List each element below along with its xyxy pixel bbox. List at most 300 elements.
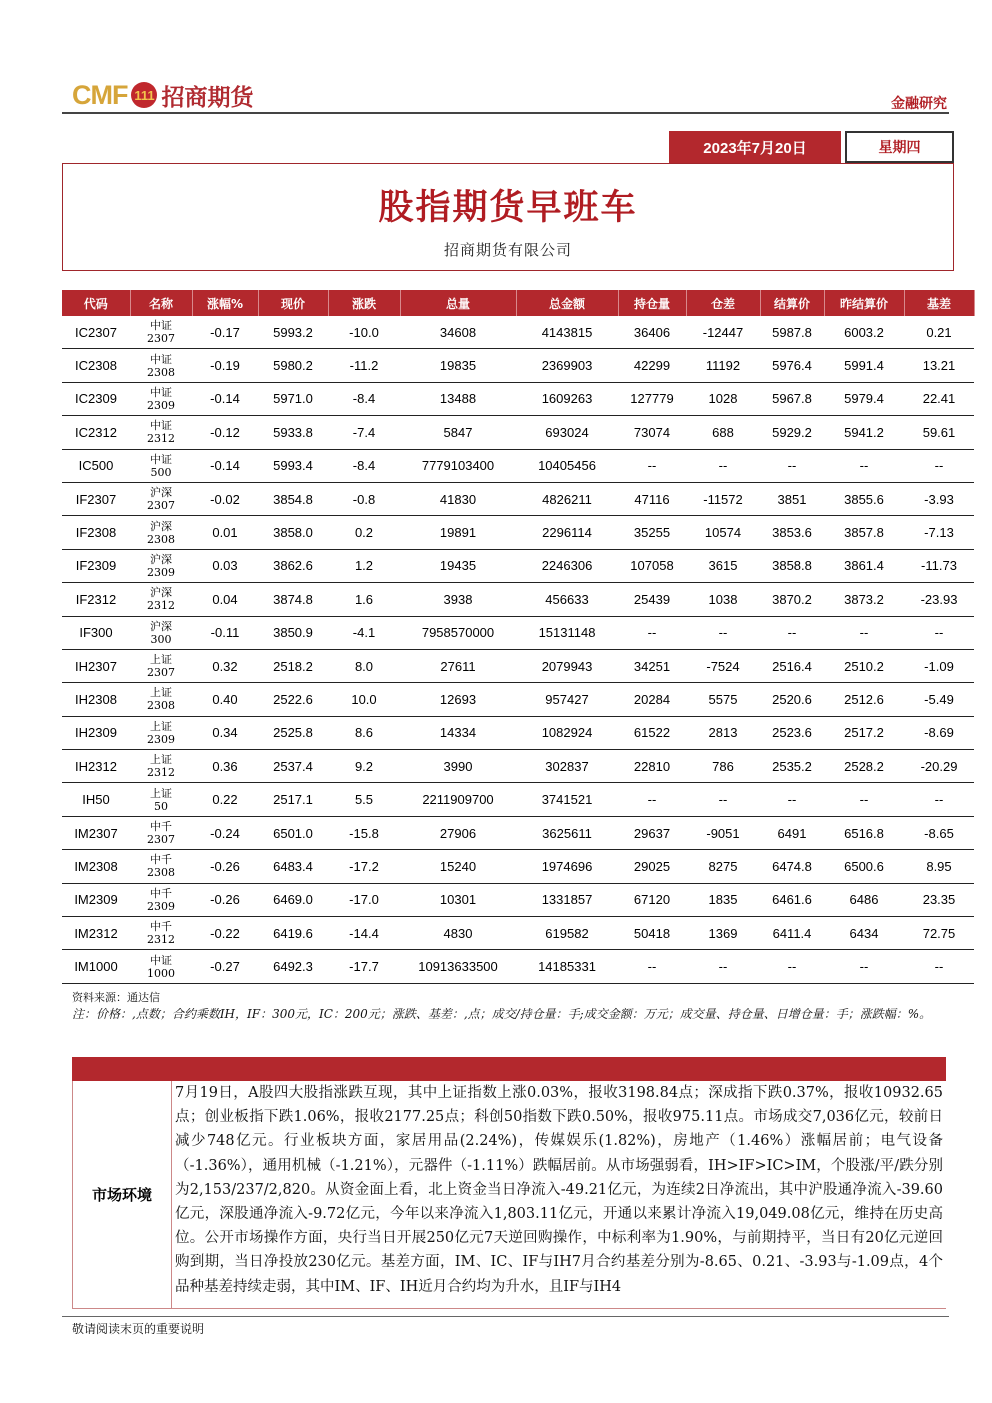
table-row <box>62 816 974 849</box>
cell-amt: 4826211 <box>516 482 618 515</box>
cell-price: 2522.6 <box>258 683 328 716</box>
table-row <box>62 917 974 950</box>
cell-code: IM2307 <box>62 816 130 849</box>
cell-amt: 1974696 <box>516 850 618 883</box>
cell-settle: 2516.4 <box>760 649 824 682</box>
cell-chg: -8.4 <box>328 382 400 415</box>
cell-settle: 2520.6 <box>760 683 824 716</box>
cell-prev-settle: 6516.8 <box>824 816 904 849</box>
cell-chg: -17.2 <box>328 850 400 883</box>
cell-code: IF2312 <box>62 583 130 616</box>
cell-basis: 59.61 <box>904 416 974 449</box>
logo-badge: 111 <box>131 82 157 108</box>
section-body: 7月19日，A股四大股指涨跌互现，其中上证指数上涨0.03%，报收3198.84点；深成指下跌0.37%，报收10932.65点；创业板指下跌1.06%，报收2177.25点；科创50指数下跌0.50%，报收975.11点。市场成交7,036亿元，较前日减少748亿元。行业板块方面，家居用品(2.24%)，传媒娱乐(1.82%)，房地产（1.46%）涨幅居前；电气设备（-1.36%），通用机械（-1.21%），元器件（-1.11%）跌幅居前。从市场强弱看，IH>IF>IC>IM，个股涨/平/跌分别为2,153/237/2,820。从资金面上看，北上资金当日净流入-49.21亿元，为连续2日净流出，其中沪股通净流入-39.60亿元，深股通净流入-9.72亿元，今年以来净流入1,803.11亿元，开通以来累计净流入19,049.08亿元，维持在历史高位。公开市场操作方面，央行当日开展250亿元7天逆回购操作，中标利率为1.90%，与前期持平，当日有20亿元逆回购到期，当日净投放230亿元。基差方面，IM、IC、IF与IH7月合约基差分别为-8.65、0.21、-3.93与-1.09点，4个品种基差持续走弱，其中IM、IF、IH近月合约均为升水，且IF与IH4 <box>175 1085 943 1295</box>
cell-amt: 456633 <box>516 583 618 616</box>
cell-name <box>130 716 192 749</box>
cell-name-contract: 2312 <box>147 599 175 613</box>
cell-amt: 3625611 <box>516 816 618 849</box>
cell-name-contract: 500 <box>150 465 172 479</box>
cell-oi-chg: 1038 <box>686 583 760 616</box>
cell-name-index: 沪深 <box>150 586 172 600</box>
cell-oi-chg: -- <box>686 950 760 983</box>
cell-amt: 4143815 <box>516 316 618 349</box>
cell-chg-pct: -0.02 <box>192 482 258 515</box>
cell-settle: 5976.4 <box>760 349 824 382</box>
table-row <box>62 449 974 482</box>
cell-chg-pct: 0.34 <box>192 716 258 749</box>
column-header: 基差 <box>904 290 974 316</box>
cell-prev-settle: 6486 <box>824 883 904 916</box>
cell-oi: 22810 <box>618 750 686 783</box>
cell-price: 5993.2 <box>258 316 328 349</box>
cell-settle: 5987.8 <box>760 316 824 349</box>
cell-chg: -17.0 <box>328 883 400 916</box>
cell-code: IC2307 <box>62 316 130 349</box>
cell-oi: -- <box>618 783 686 816</box>
cell-settle: 2535.2 <box>760 750 824 783</box>
cell-amt: 2296114 <box>516 516 618 549</box>
cell-name-index: 上证 <box>150 686 172 700</box>
cell-vol: 7779103400 <box>400 449 516 482</box>
column-header: 持仓量 <box>618 290 686 316</box>
cell-code: IF2308 <box>62 516 130 549</box>
cell-settle: 6474.8 <box>760 850 824 883</box>
cell-settle: -- <box>760 950 824 983</box>
cell-basis: 13.21 <box>904 349 974 382</box>
cell-vol: 41830 <box>400 482 516 515</box>
column-header: 昨结算价 <box>824 290 904 316</box>
cell-basis: -- <box>904 616 974 649</box>
cell-settle: -- <box>760 616 824 649</box>
cell-vol: 13488 <box>400 382 516 415</box>
cell-oi-chg: 2813 <box>686 716 760 749</box>
cell-chg-pct: -0.24 <box>192 816 258 849</box>
cell-name-contract: 2307 <box>147 833 175 847</box>
cell-basis: -- <box>904 950 974 983</box>
cell-settle: 6491 <box>760 816 824 849</box>
cell-price: 2525.8 <box>258 716 328 749</box>
cell-basis: 0.21 <box>904 316 974 349</box>
cell-oi-chg: -12447 <box>686 316 760 349</box>
cell-price: 6419.6 <box>258 917 328 950</box>
cell-price: 6492.3 <box>258 950 328 983</box>
cell-oi-chg: 8275 <box>686 850 760 883</box>
cell-amt: 1331857 <box>516 883 618 916</box>
cell-prev-settle: 6003.2 <box>824 316 904 349</box>
cell-code: IH2308 <box>62 683 130 716</box>
table-row <box>62 516 974 549</box>
logo-text-cn: 招商期货 <box>161 84 254 111</box>
cell-amt: 14185331 <box>516 950 618 983</box>
footer-disclaimer: 敬请阅读末页的重要说明 <box>72 1322 205 1336</box>
cell-name <box>130 816 192 849</box>
cell-name <box>130 616 192 649</box>
cell-oi-chg: -- <box>686 616 760 649</box>
column-header: 涨幅% <box>192 290 258 316</box>
cell-chg: -7.4 <box>328 416 400 449</box>
cell-oi-chg: -11572 <box>686 482 760 515</box>
cell-oi: 127779 <box>618 382 686 415</box>
cell-price: 5980.2 <box>258 349 328 382</box>
table-row <box>62 883 974 916</box>
cell-oi-chg: 1369 <box>686 917 760 950</box>
cell-basis: -3.93 <box>904 482 974 515</box>
cell-code: IF2309 <box>62 549 130 582</box>
cell-name-contract: 2307 <box>147 332 175 346</box>
cell-vol: 2211909700 <box>400 783 516 816</box>
cell-chg: 5.5 <box>328 783 400 816</box>
cell-code: IH50 <box>62 783 130 816</box>
cell-chg: 1.2 <box>328 549 400 582</box>
column-header: 结算价 <box>760 290 824 316</box>
cell-chg-pct: -0.19 <box>192 349 258 382</box>
cell-chg: 1.6 <box>328 583 400 616</box>
cell-settle: -- <box>760 783 824 816</box>
cell-name <box>130 449 192 482</box>
cell-name-index: 中证 <box>150 452 172 466</box>
cell-price: 3850.9 <box>258 616 328 649</box>
cell-prev-settle: -- <box>824 783 904 816</box>
cell-chg: -8.4 <box>328 449 400 482</box>
cell-name-index: 沪深 <box>150 552 172 566</box>
cell-name-index: 中千 <box>150 886 172 900</box>
cell-code: IF2307 <box>62 482 130 515</box>
report-date: 2023年7月20日 <box>669 131 841 163</box>
footer-divider <box>62 1316 949 1317</box>
market-environment-section <box>72 1081 946 1309</box>
cell-vol: 5847 <box>400 416 516 449</box>
cell-code: IC2308 <box>62 349 130 382</box>
cell-price: 2517.1 <box>258 783 328 816</box>
cell-name-contract: 2308 <box>147 532 175 546</box>
cell-prev-settle: 3857.8 <box>824 516 904 549</box>
cell-oi-chg: 786 <box>686 750 760 783</box>
cell-name-contract: 1000 <box>147 966 175 980</box>
cell-price: 5933.8 <box>258 416 328 449</box>
cell-price: 3874.8 <box>258 583 328 616</box>
column-header: 现价 <box>258 290 328 316</box>
table-row <box>62 683 974 716</box>
cell-name-index: 中千 <box>150 820 172 834</box>
cell-prev-settle: 5941.2 <box>824 416 904 449</box>
cell-vol: 7958570000 <box>400 616 516 649</box>
cell-prev-settle: 2512.6 <box>824 683 904 716</box>
cell-amt: 2369903 <box>516 349 618 382</box>
cell-prev-settle: 5991.4 <box>824 349 904 382</box>
cell-chg-pct: -0.17 <box>192 316 258 349</box>
cell-basis: -20.29 <box>904 750 974 783</box>
cell-amt: 2246306 <box>516 549 618 582</box>
cell-code: IM2308 <box>62 850 130 883</box>
table-row <box>62 583 974 616</box>
cell-oi-chg: -- <box>686 449 760 482</box>
column-header: 代码 <box>62 290 130 316</box>
cell-amt: 957427 <box>516 683 618 716</box>
cell-chg-pct: -0.26 <box>192 883 258 916</box>
cell-oi: 73074 <box>618 416 686 449</box>
cell-basis: -- <box>904 449 974 482</box>
cell-oi-chg: 11192 <box>686 349 760 382</box>
table-row <box>62 649 974 682</box>
cell-chg: 8.6 <box>328 716 400 749</box>
cell-name-contract: 2312 <box>147 766 175 780</box>
cell-prev-settle: 6500.6 <box>824 850 904 883</box>
cell-amt: 10405456 <box>516 449 618 482</box>
cell-name-contract: 2308 <box>147 699 175 713</box>
cell-vol: 14334 <box>400 716 516 749</box>
cell-basis: -23.93 <box>904 583 974 616</box>
cell-vol: 12693 <box>400 683 516 716</box>
cell-prev-settle: 3861.4 <box>824 549 904 582</box>
cell-prev-settle: -- <box>824 950 904 983</box>
data-source: 资料来源：通达信 <box>72 991 160 1004</box>
cell-oi-chg: 5575 <box>686 683 760 716</box>
cell-name <box>130 516 192 549</box>
cell-name <box>130 783 192 816</box>
cell-settle: 3853.6 <box>760 516 824 549</box>
cell-price: 5993.4 <box>258 449 328 482</box>
cell-code: IH2307 <box>62 649 130 682</box>
cell-chg-pct: 0.40 <box>192 683 258 716</box>
cell-settle: 6411.4 <box>760 917 824 950</box>
cell-prev-settle: 3855.6 <box>824 482 904 515</box>
cell-prev-settle: 6434 <box>824 917 904 950</box>
header-divider <box>62 112 949 114</box>
cell-code: IM2312 <box>62 917 130 950</box>
cell-price: 3858.0 <box>258 516 328 549</box>
column-header: 涨跌 <box>328 290 400 316</box>
cell-oi: 34251 <box>618 649 686 682</box>
cell-vol: 27611 <box>400 649 516 682</box>
category-label: 金融研究 <box>891 96 947 112</box>
cell-oi: 29637 <box>618 816 686 849</box>
cell-name-index: 上证 <box>150 786 172 800</box>
cell-name <box>130 649 192 682</box>
cell-oi: 42299 <box>618 349 686 382</box>
table-header-row <box>62 290 974 316</box>
cell-prev-settle: 3873.2 <box>824 583 904 616</box>
cell-settle: 3870.2 <box>760 583 824 616</box>
cell-chg-pct: 0.01 <box>192 516 258 549</box>
cell-name <box>130 549 192 582</box>
cell-vol: 19835 <box>400 349 516 382</box>
cell-name-contract: 2312 <box>147 432 175 446</box>
cell-name-index: 上证 <box>150 753 172 767</box>
cell-vol: 4830 <box>400 917 516 950</box>
cell-amt: 693024 <box>516 416 618 449</box>
cell-amt: 3741521 <box>516 783 618 816</box>
cell-code: IH2309 <box>62 716 130 749</box>
cell-oi: -- <box>618 616 686 649</box>
cell-oi: 36406 <box>618 316 686 349</box>
cell-vol: 19891 <box>400 516 516 549</box>
cell-chg: 8.0 <box>328 649 400 682</box>
cell-settle: 5967.8 <box>760 382 824 415</box>
cell-name-index: 沪深 <box>150 619 172 633</box>
cell-chg: -4.1 <box>328 616 400 649</box>
section-header-bar <box>72 1057 946 1081</box>
cell-oi: 29025 <box>618 850 686 883</box>
table-row <box>62 950 974 983</box>
table-row <box>62 850 974 883</box>
cell-oi: 35255 <box>618 516 686 549</box>
cell-settle: 3858.8 <box>760 549 824 582</box>
cell-prev-settle: 2510.2 <box>824 649 904 682</box>
cell-vol: 3990 <box>400 750 516 783</box>
cell-chg-pct: -0.14 <box>192 382 258 415</box>
cell-vol: 10913633500 <box>400 950 516 983</box>
column-header: 名称 <box>130 290 192 316</box>
cell-vol: 15240 <box>400 850 516 883</box>
cell-price: 5971.0 <box>258 382 328 415</box>
table-row <box>62 349 974 382</box>
cell-name-index: 上证 <box>150 719 172 733</box>
cell-basis: -8.69 <box>904 716 974 749</box>
cell-oi: 61522 <box>618 716 686 749</box>
cell-name-contract: 2309 <box>147 732 175 746</box>
futures-quote-table <box>62 290 975 984</box>
cell-name-index: 中证 <box>150 352 172 366</box>
cell-name-contract: 2309 <box>147 565 175 579</box>
cell-oi: -- <box>618 449 686 482</box>
table-row <box>62 750 974 783</box>
page-title: 股指期货早班车 <box>378 188 638 228</box>
cell-settle: 2523.6 <box>760 716 824 749</box>
table-row <box>62 783 974 816</box>
cell-amt: 15131148 <box>516 616 618 649</box>
cell-chg: 9.2 <box>328 750 400 783</box>
company-name: 招商期货有限公司 <box>443 241 572 259</box>
cell-price: 6501.0 <box>258 816 328 849</box>
cell-basis: 72.75 <box>904 917 974 950</box>
report-weekday: 星期四 <box>845 131 954 163</box>
cell-name-index: 中证 <box>150 953 172 967</box>
cell-chg-pct: 0.32 <box>192 649 258 682</box>
cell-name-index: 中千 <box>150 920 172 934</box>
cell-prev-settle: -- <box>824 449 904 482</box>
cell-amt: 2079943 <box>516 649 618 682</box>
cell-vol: 10301 <box>400 883 516 916</box>
cell-name <box>130 917 192 950</box>
table-row <box>62 482 974 515</box>
cell-name <box>130 382 192 415</box>
cell-amt: 619582 <box>516 917 618 950</box>
cell-chg-pct: -0.11 <box>192 616 258 649</box>
cell-code: IF300 <box>62 616 130 649</box>
logo-text-en: CMF <box>72 79 128 110</box>
section-label: 市场环境 <box>73 1081 172 1308</box>
column-header: 总金额 <box>516 290 618 316</box>
cell-vol: 27906 <box>400 816 516 849</box>
company-logo <box>72 78 253 112</box>
cell-oi: 107058 <box>618 549 686 582</box>
cell-price: 2518.2 <box>258 649 328 682</box>
cell-name-index: 中证 <box>150 319 172 333</box>
cell-oi: 25439 <box>618 583 686 616</box>
cell-basis: -8.65 <box>904 816 974 849</box>
cell-name-index: 沪深 <box>150 519 172 533</box>
cell-name <box>130 950 192 983</box>
cell-price: 3862.6 <box>258 549 328 582</box>
cell-chg: -17.7 <box>328 950 400 983</box>
cell-name-contract: 300 <box>150 632 172 646</box>
cell-name-contract: 2309 <box>147 899 175 913</box>
cell-name <box>130 316 192 349</box>
cell-chg-pct: 0.04 <box>192 583 258 616</box>
cell-name <box>130 850 192 883</box>
cell-basis: -7.13 <box>904 516 974 549</box>
cell-prev-settle: 2528.2 <box>824 750 904 783</box>
column-header: 仓差 <box>686 290 760 316</box>
cell-name <box>130 750 192 783</box>
cell-name-contract: 2312 <box>147 933 175 947</box>
cell-vol: 34608 <box>400 316 516 349</box>
title-box <box>62 163 954 271</box>
cell-basis: -- <box>904 783 974 816</box>
cell-oi-chg: -9051 <box>686 816 760 849</box>
cell-chg-pct: -0.12 <box>192 416 258 449</box>
cell-vol: 3938 <box>400 583 516 616</box>
cell-oi-chg: 1835 <box>686 883 760 916</box>
cell-chg: -14.4 <box>328 917 400 950</box>
cell-name-contract: 2307 <box>147 499 175 513</box>
table-row <box>62 616 974 649</box>
cell-code: IC2312 <box>62 416 130 449</box>
cell-chg-pct: 0.36 <box>192 750 258 783</box>
cell-name-contract: 2308 <box>147 866 175 880</box>
cell-amt: 1082924 <box>516 716 618 749</box>
cell-amt: 302837 <box>516 750 618 783</box>
cell-basis: 22.41 <box>904 382 974 415</box>
cell-name <box>130 883 192 916</box>
cell-code: IH2312 <box>62 750 130 783</box>
cell-basis: 8.95 <box>904 850 974 883</box>
cell-chg-pct: -0.27 <box>192 950 258 983</box>
cell-name-index: 中证 <box>150 385 172 399</box>
cell-name-index: 上证 <box>150 653 172 667</box>
cell-basis: 23.35 <box>904 883 974 916</box>
cell-prev-settle: 5979.4 <box>824 382 904 415</box>
cell-name <box>130 482 192 515</box>
cell-name-index: 中证 <box>150 419 172 433</box>
cell-oi-chg: -7524 <box>686 649 760 682</box>
cell-chg-pct: -0.14 <box>192 449 258 482</box>
cell-prev-settle: -- <box>824 616 904 649</box>
cell-chg: 0.2 <box>328 516 400 549</box>
cell-name <box>130 349 192 382</box>
cell-name <box>130 416 192 449</box>
cell-amt: 1609263 <box>516 382 618 415</box>
cell-settle: 5929.2 <box>760 416 824 449</box>
table-body <box>62 316 974 983</box>
cell-oi: 20284 <box>618 683 686 716</box>
cell-prev-settle: 2517.2 <box>824 716 904 749</box>
cell-code: IC500 <box>62 449 130 482</box>
cell-name-contract: 2308 <box>147 365 175 379</box>
cell-name <box>130 683 192 716</box>
cell-oi: -- <box>618 950 686 983</box>
cell-oi: 50418 <box>618 917 686 950</box>
cell-chg-pct: -0.22 <box>192 917 258 950</box>
cell-chg-pct: 0.22 <box>192 783 258 816</box>
table-row <box>62 416 974 449</box>
cell-basis: -5.49 <box>904 683 974 716</box>
cell-code: IM1000 <box>62 950 130 983</box>
table-row <box>62 716 974 749</box>
table-row <box>62 316 974 349</box>
cell-price: 6483.4 <box>258 850 328 883</box>
cell-oi-chg: -- <box>686 783 760 816</box>
